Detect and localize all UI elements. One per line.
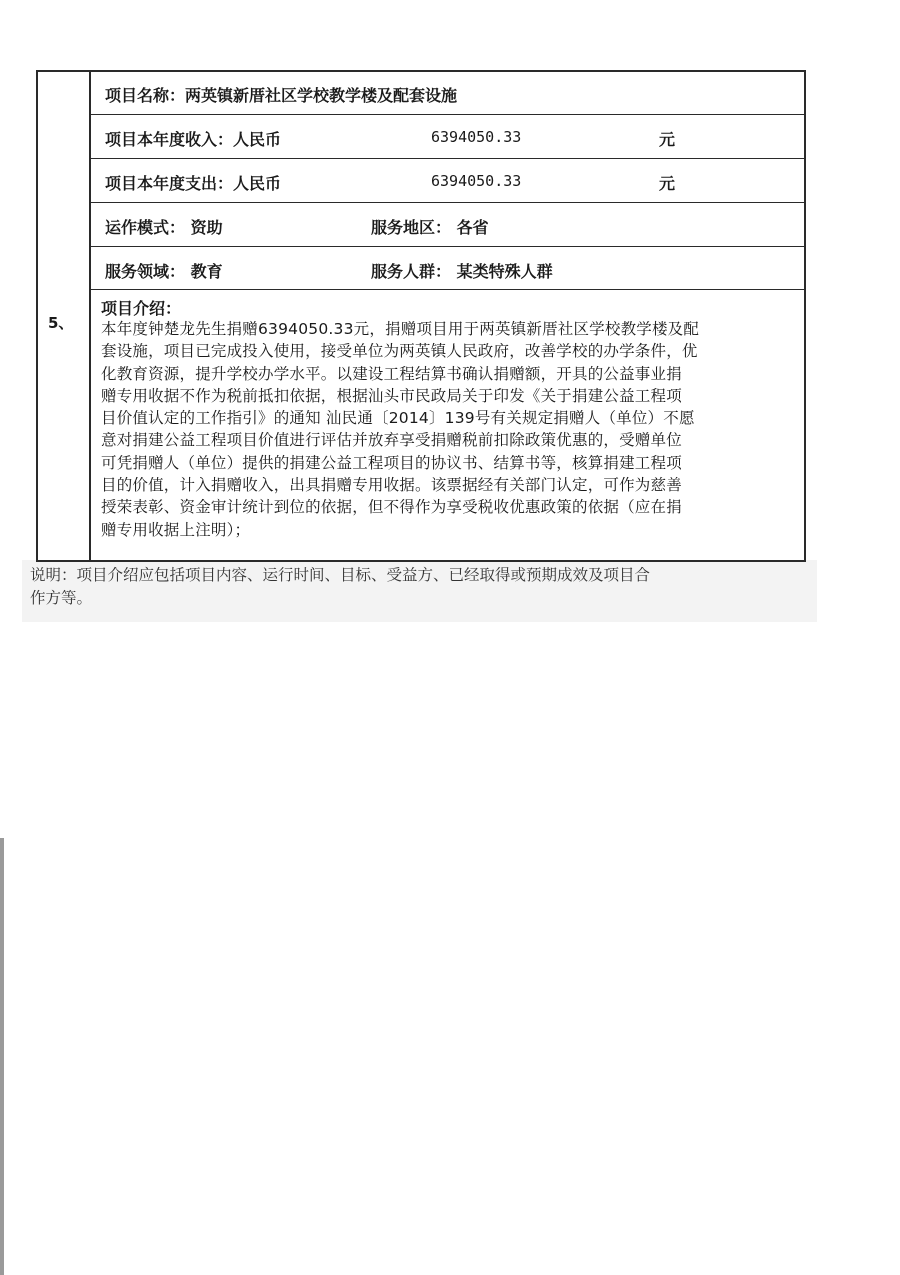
intro-line: 套设施，项目已完成投入使用，接受单位为两英镇人民政府，改善学校的办学条件，优 [101, 342, 698, 361]
expense-row [91, 159, 804, 203]
intro-line: 目价值认定的工作指引》的通知 汕民通〔2014〕139号有关规定捐赠人（单位）不愿 [101, 409, 695, 428]
expense-label: 项目本年度支出：人民币 [105, 174, 282, 193]
intro-line: 本年度钟楚龙先生捐赠6394050.33元，捐赠项目用于两英镇新厝社区学校教学楼及配 [101, 320, 700, 338]
project-intro [91, 290, 804, 560]
project-name-row [91, 72, 804, 115]
service-field: 服务领域： 教育 [105, 262, 223, 281]
record-index: 5、 [48, 314, 74, 332]
intro-line: 目的价值，计入捐赠收入，出具捐赠专用收据。该票据经有关部门认定，可作为慈善 [101, 476, 682, 495]
intro-line: 化教育资源，提升学校办学水平。以建设工程结算书确认捐赠额，开具的公益事业捐 [101, 364, 682, 383]
expense-unit: 元 [659, 174, 676, 193]
intro-line: 授荣表彰、资金审计统计到位的依据，但不得作为享受税收优惠政策的依据（应在捐 [101, 498, 682, 517]
intro-text [101, 318, 801, 541]
project-record-table [36, 70, 806, 562]
intro-title: 项目介绍： [101, 299, 182, 318]
intro-line: 意对捐建公益工程项目价值进行评估并放弃享受捐赠税前扣除政策优惠的，受赠单位 [101, 431, 682, 450]
index-column [38, 72, 91, 560]
income-unit: 元 [659, 130, 676, 149]
service-row [91, 247, 804, 290]
intro-line: 赠专用收据不作为税前抵扣依据，根据汕头市民政局关于印发《关于捐建公益工程项 [101, 386, 682, 405]
income-amount: 6394050.33 [431, 128, 522, 146]
income-row [91, 115, 804, 159]
note-line: 说明：项目介绍应包括项目内容、运行时间、目标、受益方、已经取得或预期成效及项目合 [30, 566, 651, 584]
intro-line: 可凭捐赠人（单位）提供的捐建公益工程项目的协议书、结算书等，核算捐建工程项 [101, 453, 682, 472]
income-label: 项目本年度收入：人民币 [105, 130, 282, 149]
expense-amount: 6394050.33 [431, 172, 522, 190]
service-area: 服务地区： 各省 [371, 218, 489, 237]
scan-edge [0, 838, 4, 1275]
explanatory-note [30, 564, 820, 610]
intro-line: 赠专用收据上注明）； [101, 520, 251, 539]
operation-row [91, 203, 804, 247]
project-name: 项目名称：两英镇新厝社区学校教学楼及配套设施 [105, 86, 458, 105]
service-group: 服务人群： 某类特殊人群 [371, 262, 553, 281]
operation-mode: 运作模式： 资助 [105, 218, 223, 237]
note-line: 作方等。 [30, 589, 93, 607]
